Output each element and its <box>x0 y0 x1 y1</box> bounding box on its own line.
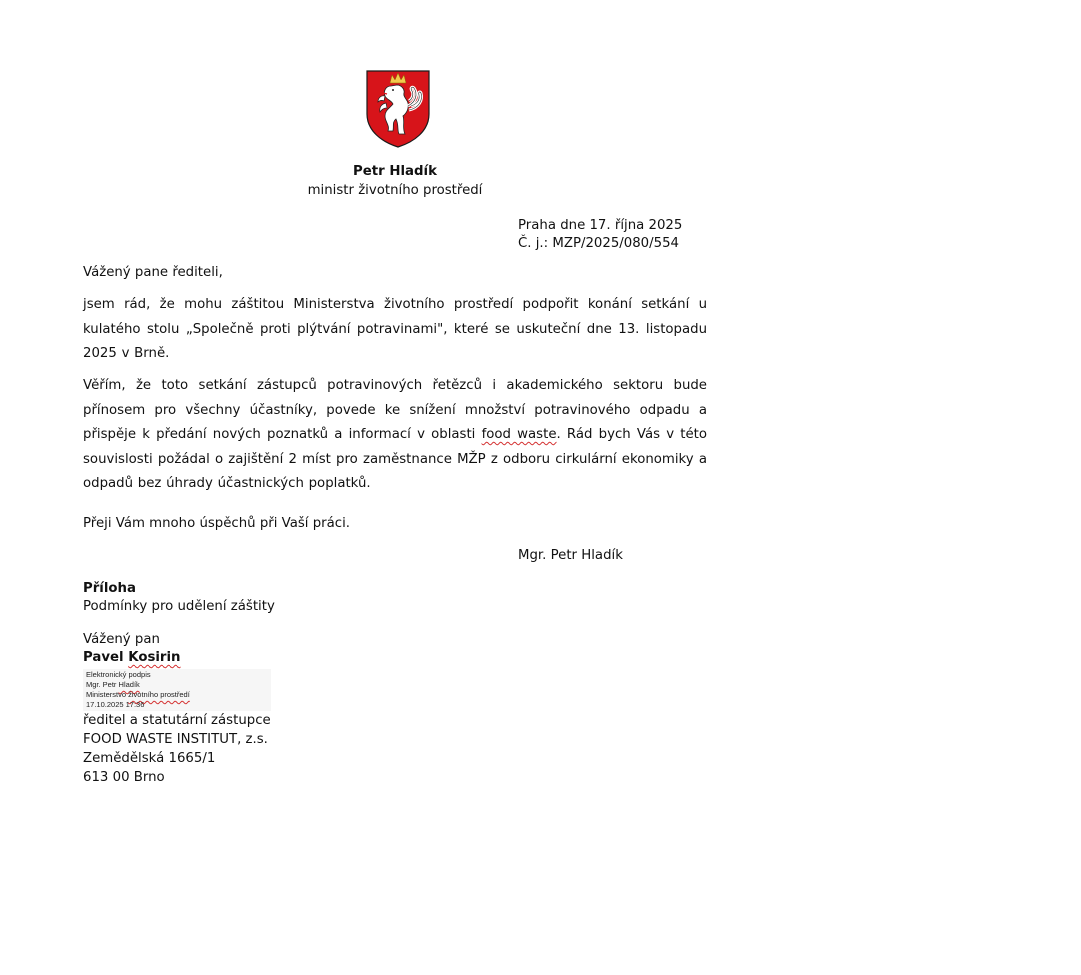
attachment-heading: Příloha <box>83 581 136 596</box>
attachment-text: Podmínky pro udělení záštity <box>83 599 275 614</box>
letter-salutation: Vážený pane řediteli, <box>83 265 223 280</box>
esign-signer-surname: Hladík <box>118 680 140 689</box>
paragraph-2-text-end: . Rád bych Vás v této souvislosti požádal o zajištění 2 míst pro zaměstnance MŽP z odboru cirkulární ekonomiky a odpadů bez úhrady účastnických poplatků. <box>83 427 708 491</box>
spellcheck-marked-text: food waste <box>481 427 557 442</box>
esign-signer <box>86 680 271 690</box>
esign-org-prefix: Ministerstvo <box>86 690 127 699</box>
letter-closing: Přeji Vám mnoho úspěchů při Vaší práci. <box>83 516 350 531</box>
esign-signer-prefix: Mgr. Petr <box>86 680 117 689</box>
addressee-street: Zemědělská 1665/1 <box>83 751 216 766</box>
esign-label: Elektronický podpis <box>86 670 151 679</box>
letter-paragraph-1: jsem rád, že mohu záštitou Ministerstva životního prostředí podpořit konání setkání u kulatého stolu „Společně proti plýtvání potravinami", které se uskuteční dne 13. listopadu 2025 v Brně. <box>83 297 707 361</box>
addressee-first-name: Pavel <box>83 650 124 665</box>
sender-name: Petr Hladík <box>353 164 437 179</box>
esign-timestamp: 17.10.2025 17:36 <box>86 700 145 709</box>
addressee-last-name: Kosirin <box>128 650 181 665</box>
czech-coat-of-arms-icon <box>366 70 430 148</box>
addressee-city: 613 00 Brno <box>83 770 165 785</box>
addressee-salutation: Vážený pan <box>83 632 160 647</box>
esign-organization <box>86 690 271 700</box>
signature-name: Mgr. Petr Hladík <box>518 548 623 563</box>
addressee-role: ředitel a statutární zástupce <box>83 713 271 728</box>
date-line: Praha dne 17. října 2025 <box>518 218 683 233</box>
addressee-name <box>83 650 181 665</box>
sender-title: ministr životního prostředí <box>307 183 483 198</box>
reference-number: Č. j.: MZP/2025/080/554 <box>518 236 680 251</box>
letter-paragraph-2 <box>83 374 707 497</box>
paragraph-2-text-start: Věřím, že toto setkání zástupců potravinových řetězců i akademického sektoru bude přínosem pro všechny účastníky, povede ke snížení množství potravinového odpadu a přispěje k předání nových poznatků a informací v oblasti <box>83 378 707 442</box>
electronic-signature-stamp <box>83 669 271 711</box>
addressee-organization: FOOD WASTE INSTITUT, z.s. <box>83 732 268 747</box>
esign-org-name: životního prostředí <box>128 690 190 699</box>
